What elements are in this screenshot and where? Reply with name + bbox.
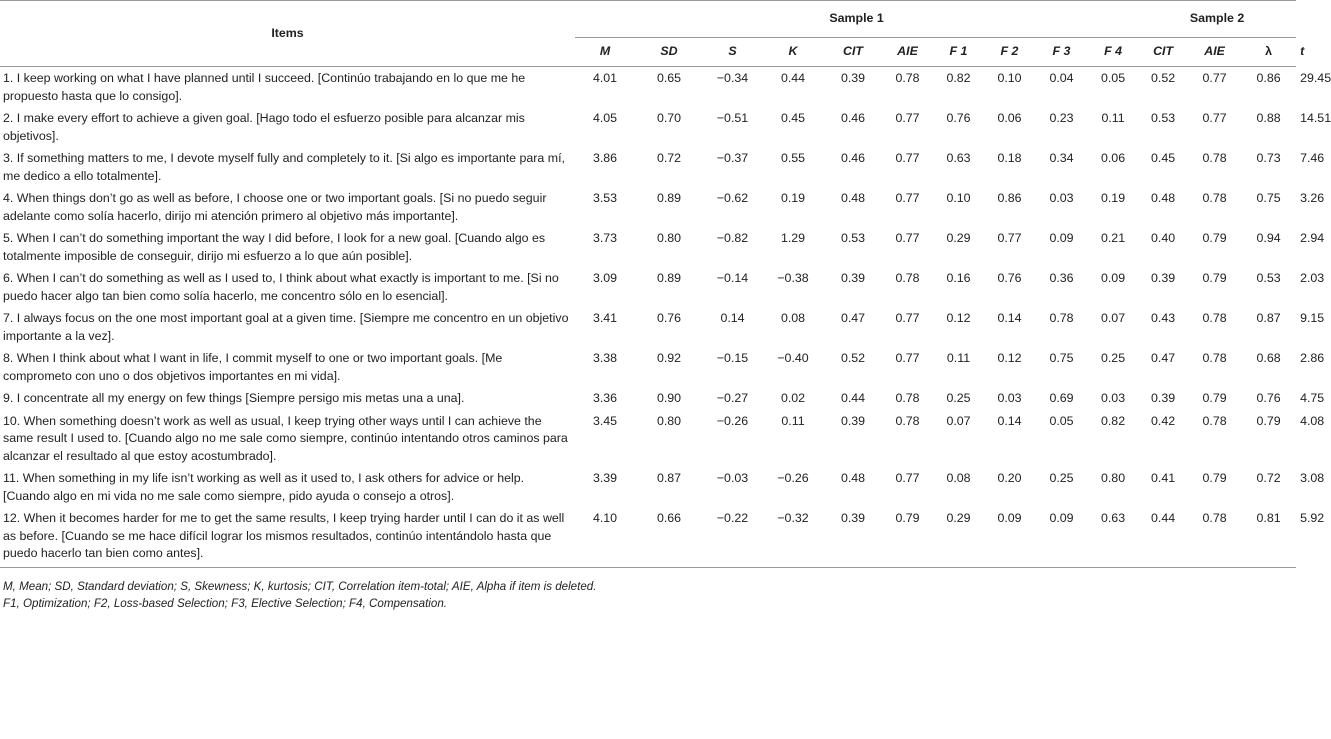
table-cell: 0.87 xyxy=(656,471,682,485)
table-cell: 0.39 xyxy=(840,271,866,285)
table-cell: 3.45 xyxy=(592,413,618,428)
sample2-header: Sample 2 xyxy=(1138,1,1296,38)
table-cell: 0.41 xyxy=(1151,471,1176,485)
table-cell: 0.05 xyxy=(1049,413,1074,428)
table-cell: 0.90 xyxy=(656,391,682,405)
table-cell: 0.29 xyxy=(933,507,984,567)
table-cell: 0.14 xyxy=(720,311,745,325)
table-cell: −0.82 xyxy=(716,231,749,245)
table-row: 12. When it becomes harder for me to get the same results, I keep trying harder until I can do it as well as before. [Cuando se me hace difícil lograr los mismos resultados, continúo intentándolo hasta que puedo hacerlo tan bien como antes]. 4.10 0.66 −0.22 −0.32 0.39 0.79 0.29 0.09 0.09 0.63 0.44 0.78 0.81 5.92 xyxy=(0,507,1296,567)
table-cell: 0.55 xyxy=(780,151,806,165)
table-cell: −0.22 xyxy=(703,507,762,567)
item-text: 2. I make every effort to achieve a given goal. [Hago todo el esfuerzo posible para alcanzar mis objetivos]. xyxy=(3,111,525,143)
table-cell: 0.23 xyxy=(1049,111,1074,125)
item-text: 7. I always focus on the one most important goal at a given time. [Siempre me concentro en un objetivo importante a la vez]. xyxy=(3,311,569,343)
table-cell: 0.81 xyxy=(1241,507,1296,567)
table-cell: 0.77 xyxy=(1202,71,1227,85)
table-cell: 0.77 xyxy=(895,471,920,485)
col-header: λ xyxy=(1265,44,1273,59)
table-cell: 0.09 xyxy=(1035,507,1088,567)
note-line: F1, Optimization; F2, Loss-based Selection; F3, Elective Selection; F4, Compensation. xyxy=(3,596,447,610)
table-cell: 0.07 xyxy=(1100,311,1126,325)
table-cell: −0.27 xyxy=(716,391,749,405)
table-cell: 0.66 xyxy=(635,507,703,567)
table-row: 10. When something doesn’t work as well as usual, I keep trying other ways until I can achieve the same result I used to. [Cuando algo no me sale como siempre, continúo intentando otros caminos para alcanzar el resultado al que estoy acostumbrado]. 3.45 0.80 −0.26 0.11 0.39 0.78 0.07 0.14 0.05 0.82 0.42 0.78 0.79 4.08 xyxy=(0,410,1296,468)
table-cell: −0.14 xyxy=(716,271,749,285)
table-cell: 0.75 xyxy=(1256,191,1281,205)
table-cell: 0.06 xyxy=(1100,151,1126,165)
table-cell: 0.39 xyxy=(1151,271,1176,285)
table-cell: 0.16 xyxy=(946,271,971,285)
table-cell: 0.78 xyxy=(1188,507,1241,567)
table-row: 9. I concentrate all my energy on few things [Siempre persigo mis metas una a una]. 3.36 0.90 −0.27 0.02 0.44 0.78 0.25 0.03 0.69 0.03 0.39 0.79 0.76 4.75 xyxy=(0,387,1296,410)
table-cell: 0.78 xyxy=(895,413,920,428)
table-cell: 0.63 xyxy=(946,151,971,165)
table-cell: 0.72 xyxy=(1256,471,1281,485)
table-cell: 0.78 xyxy=(1202,191,1227,205)
table-cell: 3.38 xyxy=(592,351,618,365)
table-cell: 0.34 xyxy=(1049,151,1074,165)
table-cell: 0.39 xyxy=(824,507,882,567)
table-cell: −0.51 xyxy=(716,111,749,125)
col-header: AIE xyxy=(1204,44,1225,59)
table-cell: 0.39 xyxy=(840,413,866,428)
item-text: 1. I keep working on what I have planned until I succeed. [Continúo trabajando en lo que me he propuesto hasta que lo consigo]. xyxy=(3,71,526,103)
table-cell: 3.53 xyxy=(592,191,618,205)
table-cell: 0.94 xyxy=(1256,231,1281,245)
table-cell: 0.46 xyxy=(840,151,866,165)
table-cell: 0.86 xyxy=(1256,71,1281,85)
table-cell: 0.79 xyxy=(1202,231,1227,245)
item-text: 11. When something in my life isn’t working as well as it used to, I ask others for advice or help. [Cuando algo en mi vida no me sale como siempre, pido ayuda o consejo a otros]. xyxy=(3,471,525,503)
table-row: 8. When I think about what I want in life, I commit myself to one or two important goals. [Me comprometo con uno o dos objetivos importantes en mi vida]. 3.38 0.92 −0.15 −0.40 0.52 0.77 0.11 0.12 0.75 0.25 0.47 0.78 0.68 2.86 xyxy=(0,347,1296,387)
col-header: F 2 xyxy=(1000,44,1019,59)
col-header: K xyxy=(788,44,798,59)
table-cell: 0.11 xyxy=(1101,111,1125,125)
table-cell: 0.89 xyxy=(656,191,682,205)
table-cell: 0.29 xyxy=(946,231,971,245)
table-cell: −0.40 xyxy=(777,351,809,365)
col-header: S xyxy=(728,44,737,59)
table-cell: 0.79 xyxy=(1202,391,1227,405)
table-cell: 0.18 xyxy=(997,151,1022,165)
table-cell: 0.25 xyxy=(1049,471,1074,485)
table-cell: 3.73 xyxy=(592,231,618,245)
table-cell: 0.42 xyxy=(1151,413,1176,428)
table-cell: 0.21 xyxy=(1100,231,1126,245)
table-cell: 0.87 xyxy=(1256,311,1281,325)
table-cell: 0.78 xyxy=(895,71,920,85)
table-cell: 0.78 xyxy=(895,391,920,405)
table-cell: 0.19 xyxy=(1100,191,1126,205)
item-text: 4. When things don’t go as well as before, I choose one or two important goals. [Si no puedo seguir adelante como solía hacerlo, dirijo mi atención primero al objetivo más importante]. xyxy=(3,191,547,223)
table-cell: 4.01 xyxy=(592,71,618,85)
table-cell: 0.79 xyxy=(1256,413,1281,428)
table-cell: 0.77 xyxy=(997,231,1022,245)
table-cell: 0.52 xyxy=(840,351,866,365)
table-cell: 0.80 xyxy=(656,231,682,245)
table-cell: 0.05 xyxy=(1100,71,1126,85)
table-cell: 0.09 xyxy=(984,507,1035,567)
table-cell: 0.82 xyxy=(1100,413,1126,428)
table-cell: 0.77 xyxy=(895,111,920,125)
table-cell: 0.48 xyxy=(1151,191,1176,205)
col-header: M xyxy=(599,44,611,59)
table-cell: 3.09 xyxy=(592,271,618,285)
table-cell: 0.72 xyxy=(656,151,682,165)
table-cell: 0.40 xyxy=(1151,231,1176,245)
table-cell: 0.78 xyxy=(895,271,920,285)
table-cell: 0.47 xyxy=(1151,351,1176,365)
table-row: 7. I always focus on the one most important goal at a given time. [Siempre me concentro en un objetivo importante a la vez]. 3.41 0.76 0.14 0.08 0.47 0.77 0.12 0.14 0.78 0.07 0.43 0.78 0.87 9.15 xyxy=(0,307,1296,347)
table-cell: −0.62 xyxy=(716,191,749,205)
table-cell: 0.65 xyxy=(656,71,682,85)
table-cell: 0.75 xyxy=(1049,351,1074,365)
table-cell: 0.43 xyxy=(1151,311,1176,325)
table-cell: 0.44 xyxy=(780,71,806,85)
table-cell: 3.41 xyxy=(592,311,618,325)
table-cell: 4.05 xyxy=(592,111,618,125)
item-text: 6. When I can’t do something as well as I used to, I think about what exactly is important to me. [Si no puedo hacer algo tan bien como solía hacerlo, me concentro sólo en lo esencial]. xyxy=(3,271,559,303)
table-cell: 0.77 xyxy=(1202,111,1227,125)
table-cell: 0.08 xyxy=(946,471,971,485)
table-cell: 0.09 xyxy=(1100,271,1126,285)
table-cell: 0.46 xyxy=(840,111,866,125)
table-cell: 0.77 xyxy=(895,351,920,365)
table-cell: 0.03 xyxy=(1049,191,1074,205)
col-header: F 1 xyxy=(949,44,968,59)
table-cell: 0.07 xyxy=(946,413,971,428)
table-notes xyxy=(0,568,1296,612)
table-cell: −0.38 xyxy=(777,271,809,285)
table-cell: 0.92 xyxy=(656,351,682,365)
table-cell: 0.25 xyxy=(1100,351,1126,365)
item-text: 10. When something doesn’t work as well as usual, I keep trying other ways until I can achieve the same result I used to. [Cuando algo no me sale como siempre, continúo intentando otros caminos para alcanzar el resultado al que estoy acostumbrado]. xyxy=(3,413,568,463)
table-cell: 0.09 xyxy=(1049,231,1074,245)
table-cell: 0.76 xyxy=(946,111,971,125)
table-cell: 0.53 xyxy=(840,231,866,245)
table-cell: 0.44 xyxy=(1138,507,1188,567)
table-cell: −0.26 xyxy=(716,413,749,428)
table-cell: 0.08 xyxy=(780,311,806,325)
table-cell: 0.53 xyxy=(1256,271,1281,285)
table-cell: 0.73 xyxy=(1256,151,1281,165)
table-cell: 0.86 xyxy=(997,191,1022,205)
table-cell: −0.34 xyxy=(716,71,749,85)
item-text: 9. I concentrate all my energy on few things [Siempre persigo mis metas una a una]. xyxy=(3,391,465,405)
table-cell: 0.88 xyxy=(1256,111,1281,125)
table-row: 1. I keep working on what I have planned until I succeed. [Continúo trabajando en lo que me he propuesto hasta que lo consigo]. 4.01 0.65 −0.34 0.44 0.39 0.78 0.82 0.10 0.04 0.05 0.52 0.77 0.86 29.45 xyxy=(0,67,1296,108)
table-cell: 0.02 xyxy=(780,391,806,405)
table-cell: 3.36 xyxy=(592,391,618,405)
table-cell: −0.32 xyxy=(762,507,824,567)
table-cell: 0.78 xyxy=(1202,311,1227,325)
table-cell: 0.78 xyxy=(1202,151,1227,165)
table-cell: 0.70 xyxy=(656,111,682,125)
table-body xyxy=(0,67,1331,568)
table-cell: −0.03 xyxy=(716,471,749,485)
table-cell: 0.76 xyxy=(997,271,1022,285)
items-header: Items xyxy=(0,1,575,67)
table-cell: 0.44 xyxy=(840,391,866,405)
table-cell: 1.29 xyxy=(780,231,806,245)
table-cell: 0.63 xyxy=(1088,507,1138,567)
note-line: M, Mean; SD, Standard deviation; S, Skewness; K, kurtosis; CIT, Correlation item-total; AIE, Alpha if item is deleted. xyxy=(3,579,597,593)
table-cell: 4.10 xyxy=(575,507,635,567)
table-cell: 0.78 xyxy=(1049,311,1074,325)
table-row: 3. If something matters to me, I devote myself fully and completely to it. [Si algo es importante para mí, me dedico a ello totalmente]. 3.86 0.72 −0.37 0.55 0.46 0.77 0.63 0.18 0.34 0.06 0.45 0.78 0.73 7.46 xyxy=(0,147,1296,187)
table-cell: 0.69 xyxy=(1049,391,1074,405)
table-row: 5. When I can’t do something important the way I did before, I look for a new goal. [Cuando algo es totalmente imposible de conseguir, dirijo mi esfuerzo a lo que aún posible]. 3.73 0.80 −0.82 1.29 0.53 0.77 0.29 0.77 0.09 0.21 0.40 0.79 0.94 2.94 xyxy=(0,227,1296,267)
table-cell: 0.36 xyxy=(1049,271,1074,285)
table-cell: 0.45 xyxy=(1151,151,1176,165)
table-cell: 0.78 xyxy=(1202,413,1227,428)
table-cell: 0.76 xyxy=(1256,391,1281,405)
table-cell: 0.68 xyxy=(1256,351,1281,365)
table-cell: 0.77 xyxy=(895,191,920,205)
table-cell: 0.48 xyxy=(840,471,866,485)
table-cell: 0.39 xyxy=(1151,391,1176,405)
table-cell: 0.39 xyxy=(840,71,866,85)
table-cell: 0.12 xyxy=(997,351,1022,365)
item-text: 8. When I think about what I want in life, I commit myself to one or two important goals. [Me comprometo con uno o dos objetivos importantes en mi vida]. xyxy=(3,351,503,383)
sample1-header: Sample 1 xyxy=(575,1,1138,38)
table-cell: 0.10 xyxy=(946,191,971,205)
table-cell: 0.47 xyxy=(840,311,866,325)
table-cell: 0.80 xyxy=(1100,471,1126,485)
table-cell: 0.12 xyxy=(946,311,971,325)
table-cell: −0.15 xyxy=(716,351,749,365)
table-cell: 0.76 xyxy=(656,311,682,325)
table-cell: 0.04 xyxy=(1049,71,1074,85)
table-cell: 3.86 xyxy=(592,151,618,165)
table-cell: 0.25 xyxy=(946,391,971,405)
table-row: 6. When I can’t do something as well as I used to, I think about what exactly is important to me. [Si no puedo hacer algo tan bien como solía hacerlo, me concentro sólo en lo esencial]. 3.09 0.89 −0.14 −0.38 0.39 0.78 0.16 0.76 0.36 0.09 0.39 0.79 0.53 2.03 xyxy=(0,267,1296,307)
table-cell: 0.79 xyxy=(1202,471,1227,485)
column-header-row: M SD S K CIT AIE F 1 F 2 F 3 F 4 CIT AIE λ t xyxy=(0,38,1296,67)
table-cell: 0.45 xyxy=(780,111,806,125)
table-cell: 0.14 xyxy=(997,311,1022,325)
table-cell: −0.26 xyxy=(777,471,809,485)
table-cell: 0.20 xyxy=(997,471,1022,485)
table-cell: 0.82 xyxy=(946,71,971,85)
table-cell: 0.78 xyxy=(1202,351,1227,365)
table-row: 4. When things don’t go as well as before, I choose one or two important goals. [Si no puedo seguir adelante como solía hacerlo, dirijo mi atención primero al objetivo más importante]. 3.53 0.89 −0.62 0.19 0.48 0.77 0.10 0.86 0.03 0.19 0.48 0.78 0.75 3.26 xyxy=(0,187,1296,227)
col-header: AIE xyxy=(897,44,918,59)
table-cell: 0.52 xyxy=(1151,71,1176,85)
col-header: F 3 xyxy=(1052,44,1071,59)
table-cell: 0.53 xyxy=(1151,111,1176,125)
table-cell: 0.11 xyxy=(946,351,971,365)
item-text: 3. If something matters to me, I devote myself fully and completely to it. [Si algo es importante para mí, me dedico a ello totalmente]. xyxy=(3,151,565,183)
table-cell: 0.14 xyxy=(997,413,1022,428)
table-cell: 0.79 xyxy=(882,507,933,567)
table-cell: 0.77 xyxy=(895,151,920,165)
table-cell: 0.03 xyxy=(997,391,1022,405)
table-row: 2. I make every effort to achieve a given goal. [Hago todo el esfuerzo posible para alcanzar mis objetivos]. 4.05 0.70 −0.51 0.45 0.46 0.77 0.76 0.06 0.23 0.11 0.53 0.77 0.88 14.51 xyxy=(0,107,1296,147)
table-cell: 0.48 xyxy=(840,191,866,205)
table-cell: 0.19 xyxy=(780,191,806,205)
item-text: 5. When I can’t do something important the way I did before, I look for a new goal. [Cuando algo es totalmente imposible de conseguir, dirijo mi esfuerzo a lo que aún posible]. xyxy=(3,231,546,263)
table-cell: 0.80 xyxy=(656,413,682,428)
table-cell: 0.11 xyxy=(781,413,805,428)
col-header: CIT xyxy=(843,44,863,59)
table-cell: 3.39 xyxy=(592,471,618,485)
table-cell: 0.79 xyxy=(1202,271,1227,285)
table-cell: 0.03 xyxy=(1100,391,1126,405)
table-row: 11. When something in my life isn’t working as well as it used to, I ask others for advice or help. [Cuando algo en mi vida no me sale como siempre, pido ayuda o consejo a otros]. 3.39 0.87 −0.03 −0.26 0.48 0.77 0.08 0.20 0.25 0.80 0.41 0.79 0.72 3.08 xyxy=(0,467,1296,507)
col-header: CIT xyxy=(1153,44,1174,59)
table-cell: 0.89 xyxy=(656,271,682,285)
table-cell: 0.77 xyxy=(895,311,920,325)
table-cell: 0.06 xyxy=(997,111,1022,125)
table-cell: −0.37 xyxy=(716,151,749,165)
table-cell: 0.10 xyxy=(997,71,1022,85)
col-header: SD xyxy=(660,44,678,59)
table-cell: 0.77 xyxy=(895,231,920,245)
col-header: F 4 xyxy=(1104,44,1122,59)
item-text: 12. When it becomes harder for me to get the same results, I keep trying harder until I can do it as well as before. [Cuando se me hace difícil lograr los mismos resultados, continúo intentándolo hasta que puedo hacerlo tan bien como antes]. xyxy=(0,507,575,567)
